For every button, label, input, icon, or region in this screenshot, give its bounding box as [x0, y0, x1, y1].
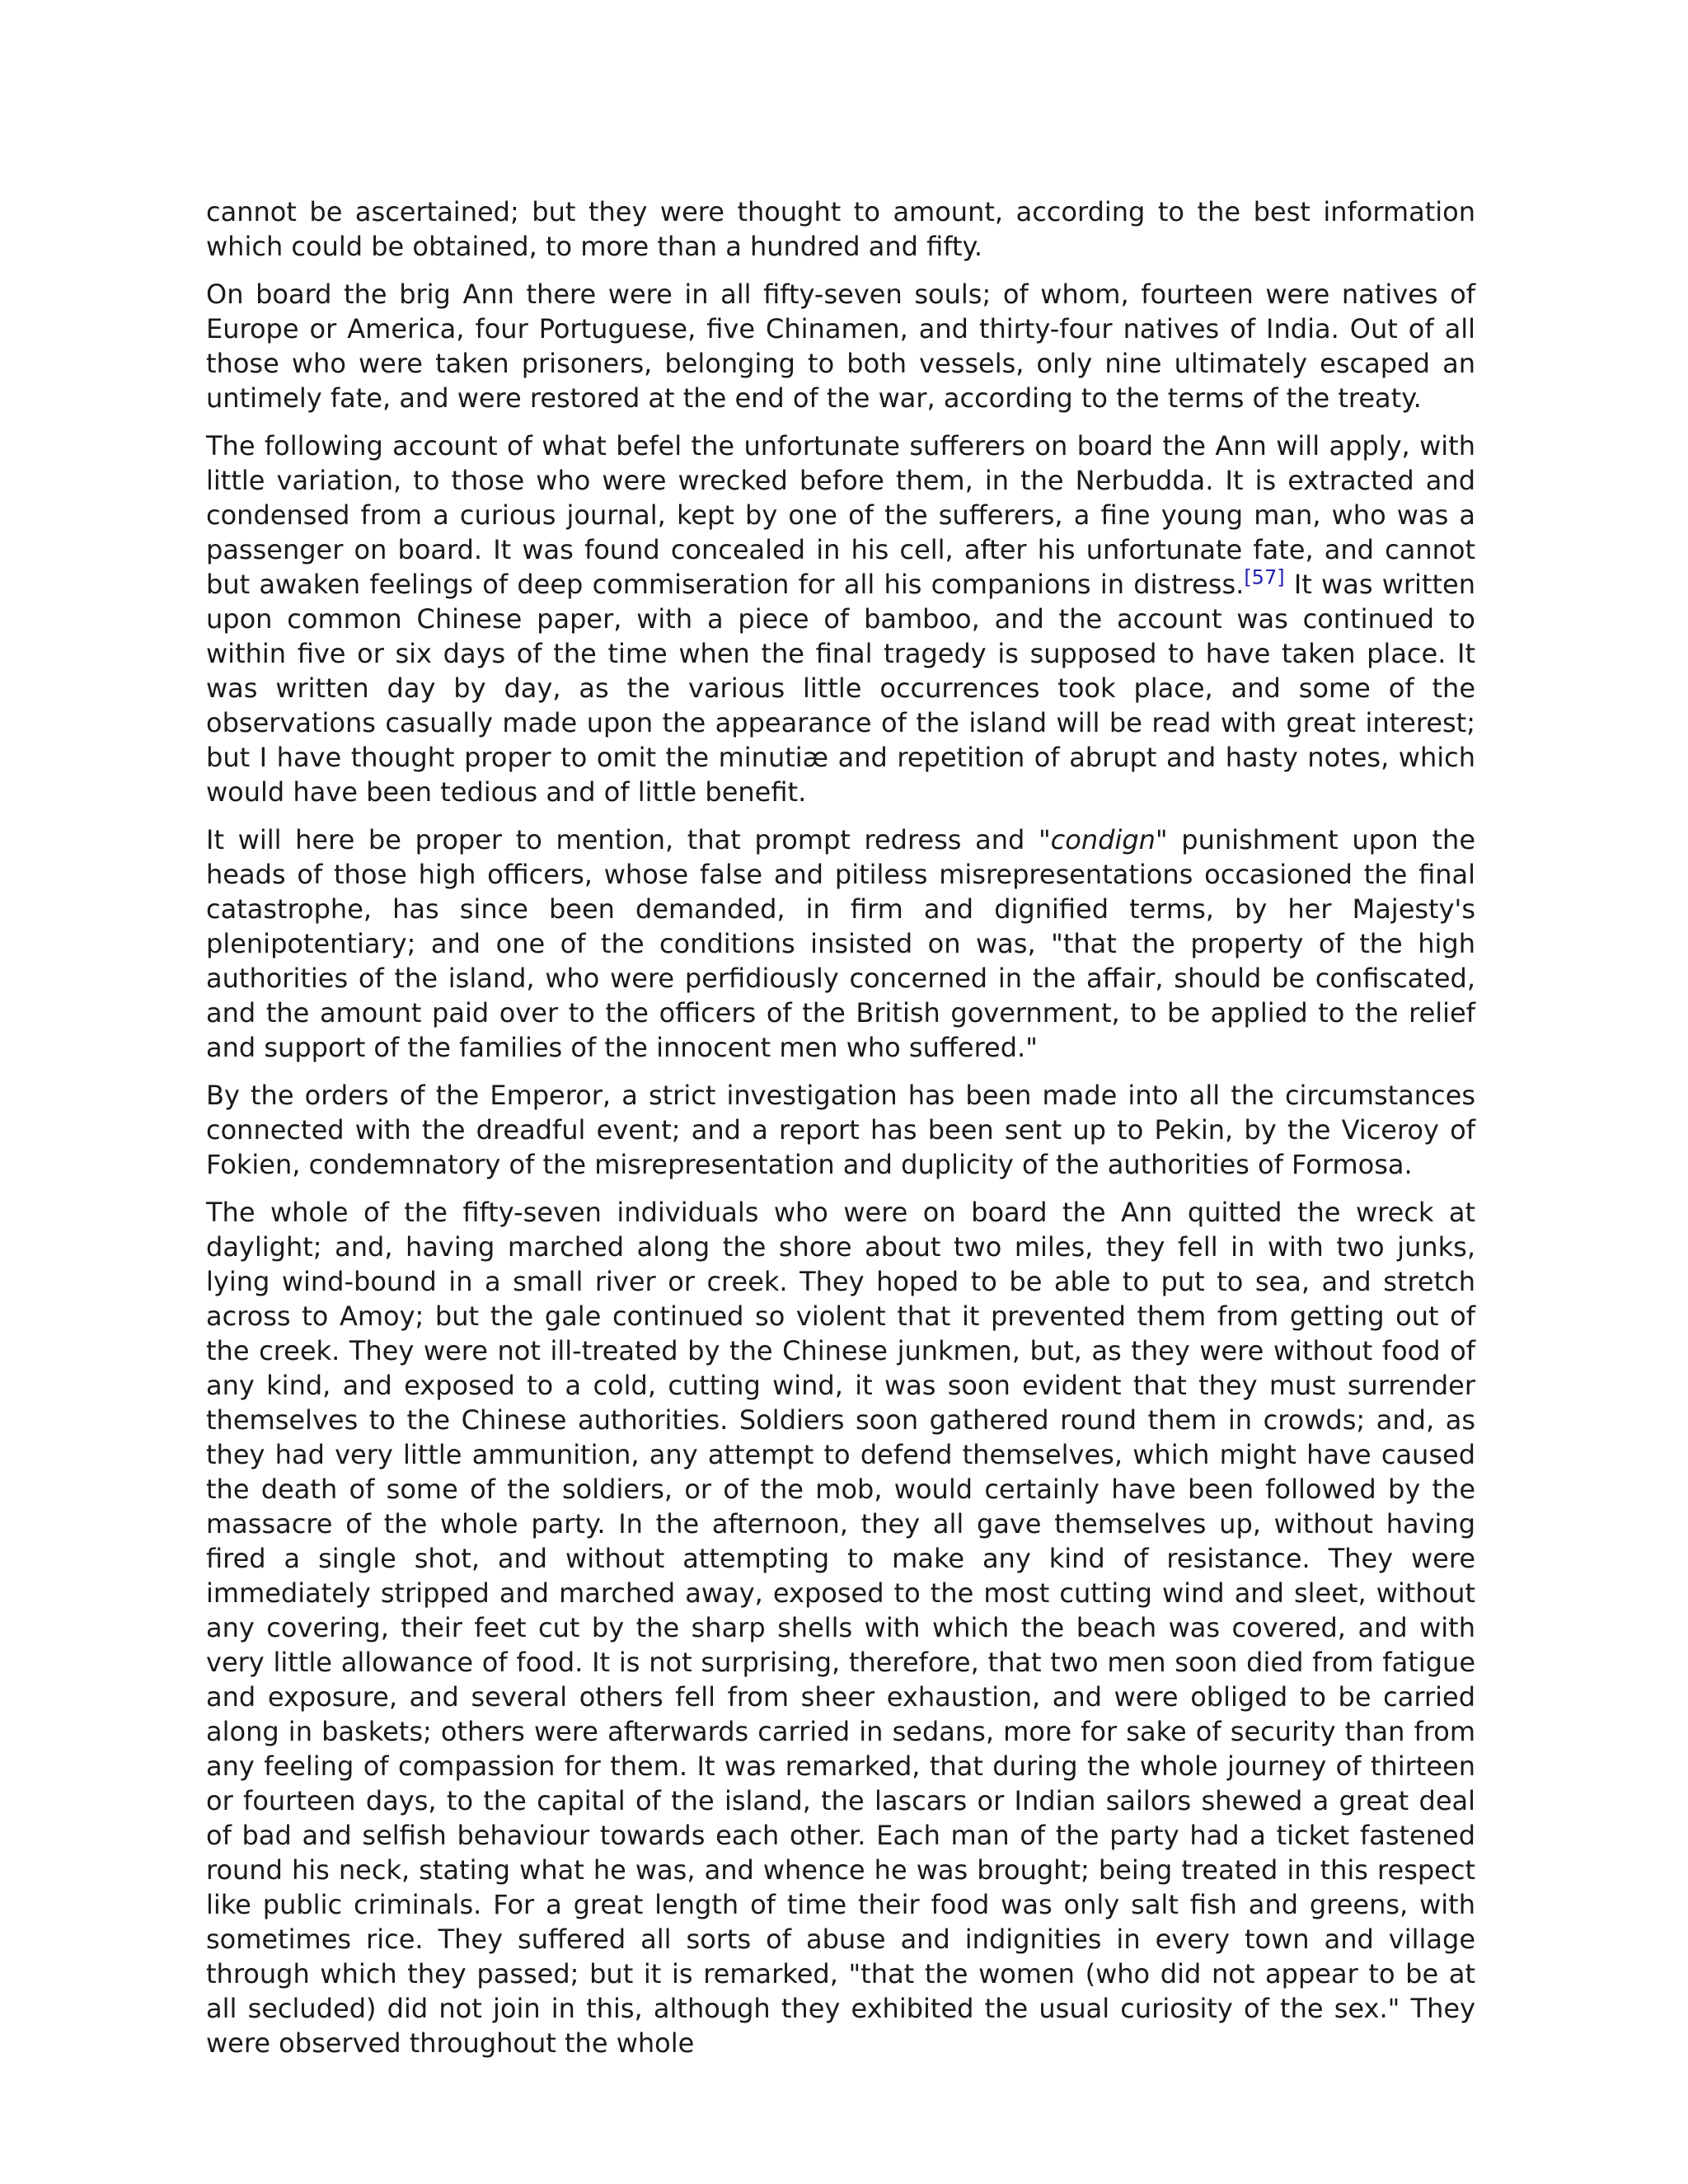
footnote-link-57[interactable]: [57] — [1244, 565, 1285, 589]
paragraph-4 — [206, 823, 1475, 1065]
paragraph-2: On board the brig Ann there were in all fifty-seven souls; of whom, fourteen were natives of Europe or America, four Portuguese, five Chinamen, and thirty-four natives of India. Out of all those who were taken prisoners, belonging to both vessels, only nine ultimately escaped an untimely fate, and were restored at the end of the war, according to the terms of the treaty. — [206, 279, 1475, 414]
paragraph-4-text-after: " punishment upon the heads of those high officers, whose false and pitiless misrepresentations occasioned the final catastrophe, has since been demanded, in firm and dignified terms, by her Majesty's plenipotentiary; and one of the conditions insisted on was, "that the property of the high authorities of the island, who were perfidiously concerned in the affair, should be confiscated, and the amount paid over to the officers of the British government, to be applied to the relief and support of the families of the innocent men who suffered." — [206, 824, 1476, 1063]
paragraph-1: cannot be ascertained; but they were thought to amount, according to the best information which could be obtained, to more than a hundred and fifty. — [206, 196, 1475, 262]
paragraph-3 — [206, 429, 1475, 809]
paragraph-6: The whole of the fifty-seven individuals who were on board the Ann quitted the wreck at daylight; and, having marched along the shore about two miles, they fell in with two junks, lying wind-bound in a small river or creek. They hoped to be able to put to sea, and stretch across to Amoy; but the gale continued so violent that it prevented them from getting out of the creek. They were not ill-treated by the Chinese junkmen, but, as they were without food of any kind, and exposed to a cold, cutting wind, it was soon evident that they must surrender themselves to the Chinese authorities. Soldiers soon gathered round them in crowds; and, as they had very little ammunition, any attempt to defend themselves, which might have caused the death of some of the soldiers, or of the mob, would certainly have been followed by the massacre of the whole party. In the afternoon, they all gave themselves up, without having fired a single shot, and without attempting to make any kind of resistance. They were immediately stripped and marched away, exposed to the most cutting wind and sleet, without any covering, their feet cut by the sharp shells with which the beach was covered, and with very little allowance of food. It is not surprising, therefore, that two men soon died from fatigue and exposure, and several others fell from sheer exhaustion, and were obliged to be carried along in baskets; others were afterwards carried in sedans, more for sake of security than from any feeling of compassion for them. It was remarked, that during the whole journey of thirteen or fourteen days, to the capital of the island, the lascars or Indian sailors shewed a great deal of bad and selfish behaviour towards each other. Each man of the party had a ticket fastened round his neck, stating what he was, and whence he was brought; being treated in this respect like public criminals. For a great length of time their food was only salt fish and greens, with sometimes rice. They suffered all sorts of abuse and indignities in every town and village through which they passed; but it is remarked, "that the women (who did not appear to be at all secluded) did not join in this, although they exhibited the usual curiosity of the sex." They were observed throughout the whole — [206, 1197, 1475, 2059]
document-page — [206, 194, 1475, 2074]
paragraph-4-text-before: It will here be proper to mention, that prompt redress and " — [206, 824, 1051, 855]
emphasis-condign: condign — [1050, 824, 1156, 855]
paragraph-5: By the orders of the Emperor, a strict investigation has been made into all the circumstances connected with the dreadful event; and a report has been sent up to Pekin, by the Viceroy of Fokien, condemnatory of the misrepresentation and duplicity of the authorities of Formosa. — [206, 1080, 1475, 1180]
paragraph-3-text-after: It was written upon common Chinese paper, with a piece of bamboo, and the account was continued to within five or six days of the time when the final tragedy is supposed to have taken place. It was written day by day, as the various little occurrences took place, and some of the observations casually made upon the appearance of the island will be read with great interest; but I have thought proper to omit the minutiæ and repetition of abrupt and hasty notes, which would have been tedious and of little benefit. — [206, 569, 1476, 808]
paragraph-3-text-before: The following account of what befel the unfortunate sufferers on board the Ann will apply, with little variation, to those who were wrecked before them, in the Nerbudda. It is extracted and condensed from a curious journal, kept by one of the sufferers, a fine young man, who was a passenger on board. It was found concealed in his cell, after his unfortunate fate, and cannot but awaken feelings of deep commiseration for all his companions in distress. — [206, 430, 1475, 600]
